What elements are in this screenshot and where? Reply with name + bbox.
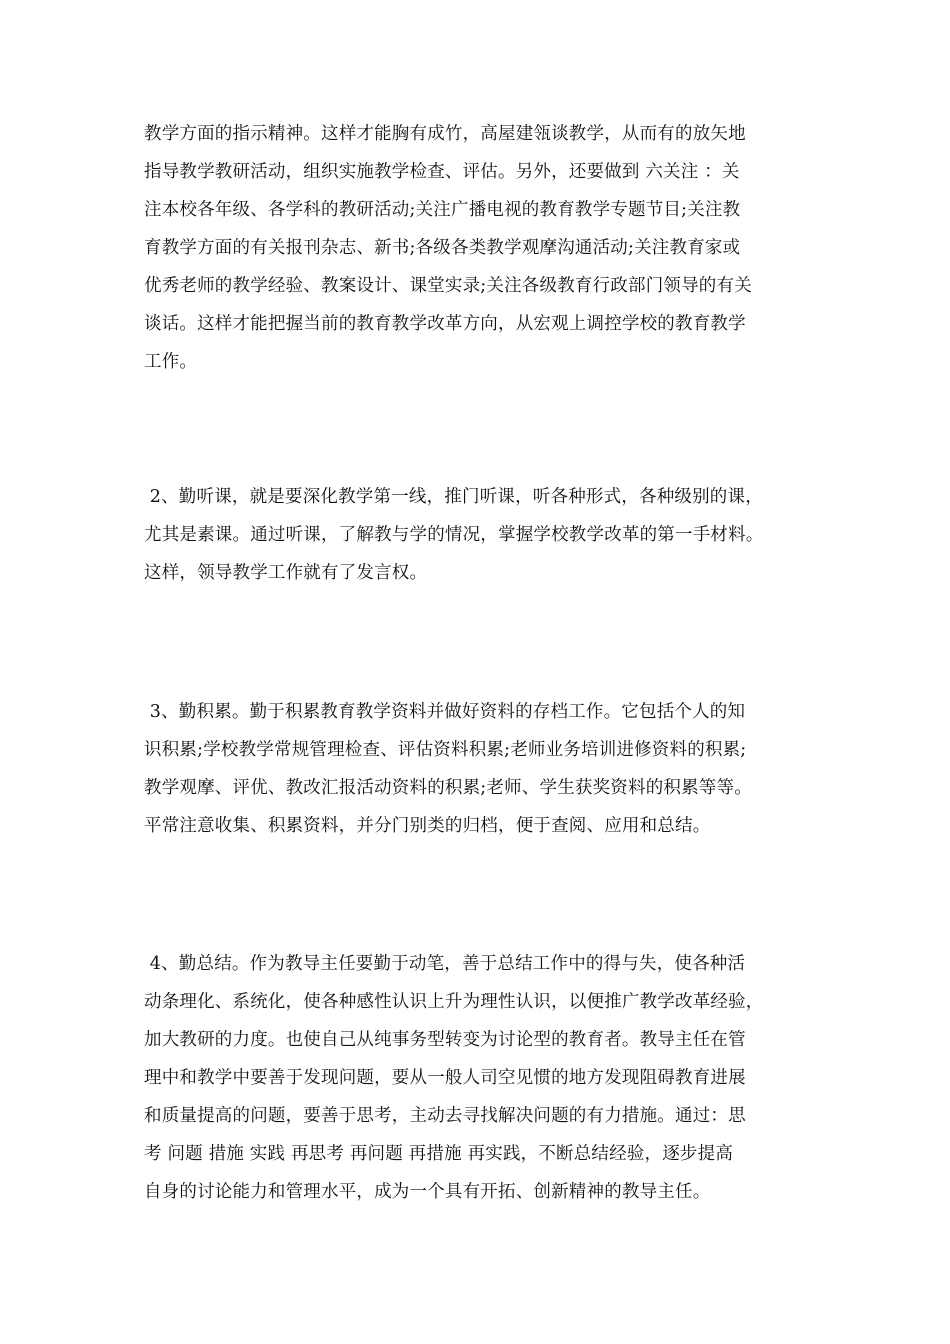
paragraph-summarize xyxy=(144,945,816,1211)
paragraph-attend-classes xyxy=(144,478,816,592)
text-line: 动条理化、系统化，使各种感性认识上升为理性认识，以便推广教学改革经验， xyxy=(144,992,764,1012)
text-line: 这样，领导教学工作就有了发言权。 xyxy=(144,563,428,583)
text-line: 4、勤总结。作为教导主任要勤于动笔，善于总结工作中的得与失，使各种活 xyxy=(144,954,746,974)
text-line: 2、勤听课，就是要深化教学第一线，推门听课，听各种形式，各种级别的课， xyxy=(144,487,763,507)
text-line: 理中和教学中要善于发现问题，要从一般人司空见惯的地方发现阻碍教育进展 xyxy=(144,1068,746,1088)
text-line: 注本校各年级、各学科的教研活动;关注广播电视的教育教学专题节目;关注教 xyxy=(144,200,741,220)
text-line: 和质量提高的问题，要善于思考，主动去寻找解决问题的有力措施。通过：思 xyxy=(144,1106,746,1126)
text-line: 工作。 xyxy=(144,352,198,372)
text-line: 教学观摩、评优、教改汇报活动资料的积累;老师、学生获奖资料的积累等等。 xyxy=(144,778,752,798)
paragraph-teaching-guidance xyxy=(144,115,816,381)
text-line: 加大教研的力度。也使自己从纯事务型转变为讨论型的教育者。教导主任在管 xyxy=(144,1030,746,1050)
text-line: 尤其是素课。通过听课，了解教与学的情况，掌握学校教学改革的第一手材料。 xyxy=(144,525,764,545)
text-line: 育教学方面的有关报刊杂志、新书;各级各类教学观摩沟通活动;关注教育家或 xyxy=(144,238,741,258)
text-line: 自身的讨论能力和管理水平，成为一个具有开拓、创新精神的教导主任。 xyxy=(144,1182,711,1202)
text-line: 谈话。这样才能把握当前的教育教学改革方向，从宏观上调控学校的教育教学 xyxy=(144,314,746,334)
text-line: 考 问题 措施 实践 再思考 再问题 再措施 再实践，不断总结经验，逐步提高 xyxy=(144,1144,734,1164)
text-line: 平常注意收集、积累资料，并分门别类的归档，便于查阅、应用和总结。 xyxy=(144,816,711,836)
text-line: 3、勤积累。勤于积累教育教学资料并做好资料的存档工作。它包括个人的知 xyxy=(144,702,746,722)
text-line: 识积累;学校教学常规管理检查、评估资料积累;老师业务培训进修资料的积累; xyxy=(144,740,747,760)
text-line: 优秀老师的教学经验、教案设计、课堂实录;关注各级教育行政部门领导的有关 xyxy=(144,276,752,296)
paragraph-accumulate xyxy=(144,693,816,845)
text-line: 指导教学教研活动，组织实施教学检查、评估。另外，还要做到 六关注 ：关 xyxy=(144,162,740,182)
text-line: 教学方面的指示精神。这样才能胸有成竹，高屋建瓴谈教学，从而有的放矢地 xyxy=(144,124,746,144)
